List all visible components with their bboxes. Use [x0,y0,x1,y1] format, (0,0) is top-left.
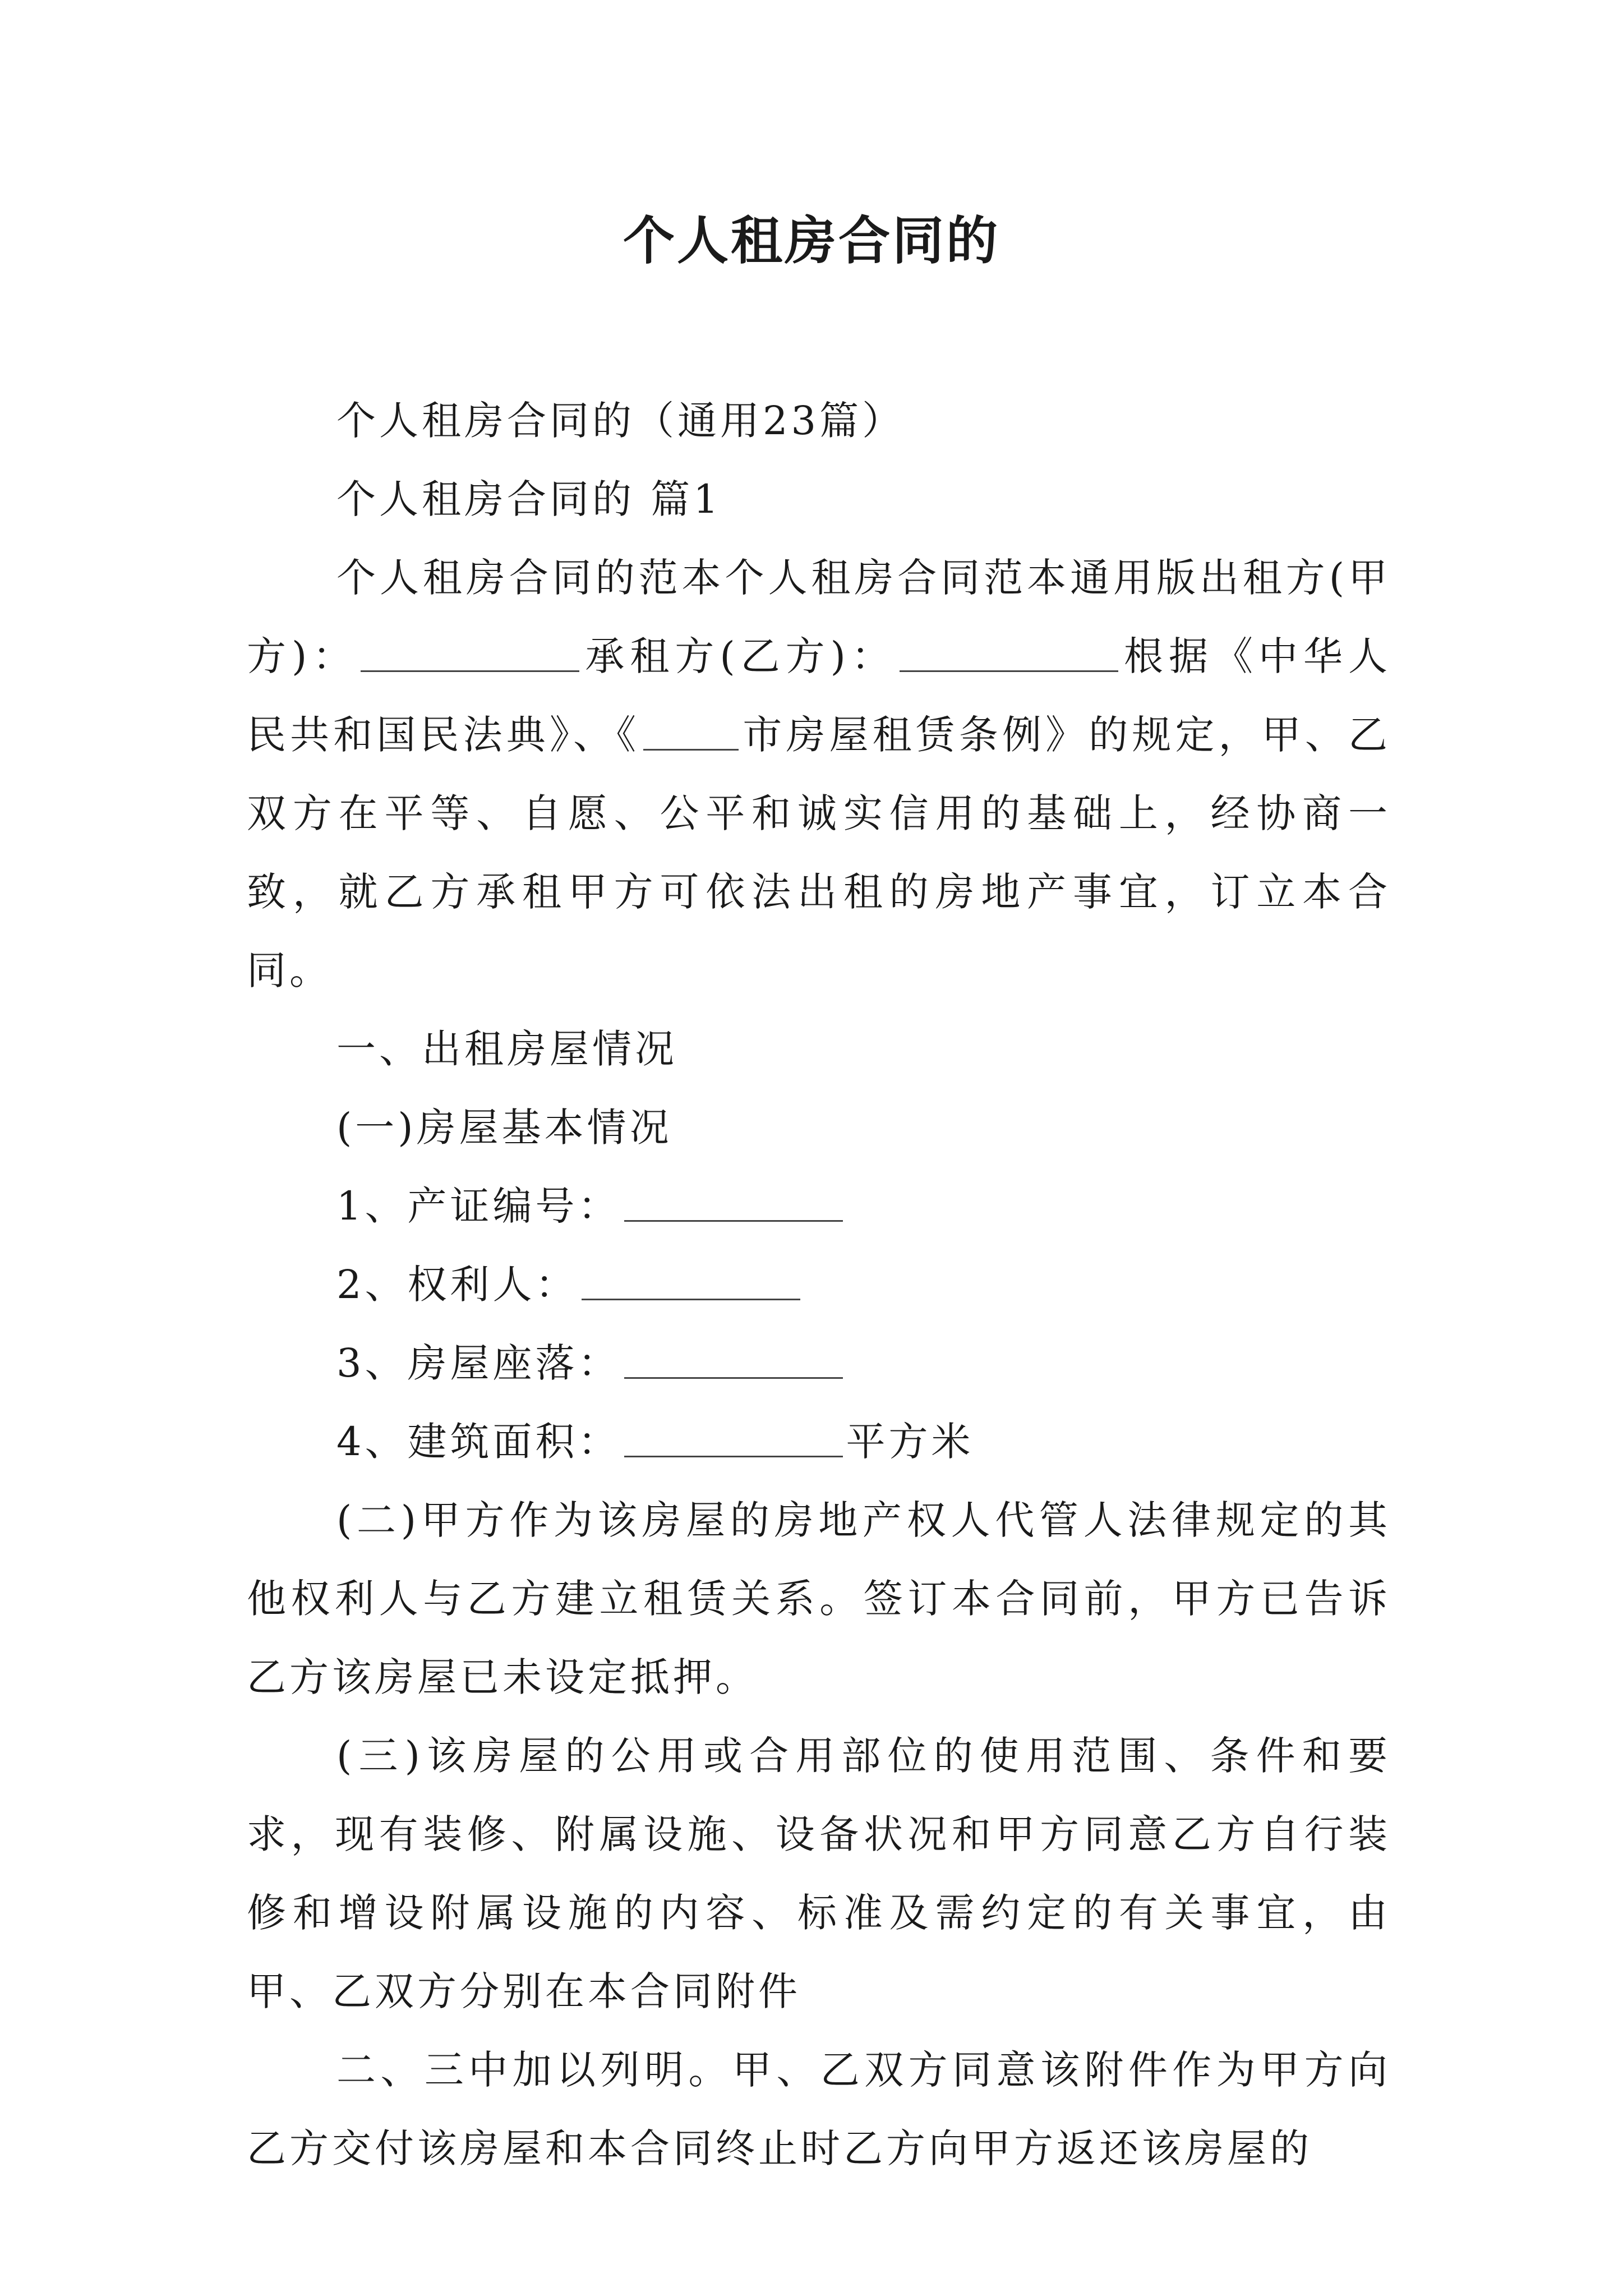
item2-label: 2、权利人： [336,1262,578,1308]
paragraph-four: 二、三中加以列明。甲、乙双方同意该附件作为甲方向乙方交付该房屋和本合同终止时乙方向甲方返还该房屋的 [247,2047,1391,2171]
document-body [247,381,1391,2188]
paragraph-two: (二)甲方作为该房屋的房地产权人代管人法律规定的其他权利人与乙方建立租赁关系。签订本合同前，甲方已告诉乙方该房屋已未设定抵押。 [247,1497,1391,1700]
city-blank [643,710,739,751]
document-title: 个人租房合同的 [623,211,1000,271]
item4-label: 4、建筑面积： [336,1419,621,1465]
intro-text-c: 根据《中华人民共和国民法典》、《 [247,633,1391,758]
item-certificate-number [247,1167,1391,1245]
certificate-number-blank [624,1181,843,1222]
paragraph-three: (三)该房屋的公用或合用部位的使用范围、条件和要求，现有装修、附属设施、设备状况和甲方同意乙方自行装修和增设附属设施的内容、标准及需约定的有关事宜，由甲、乙双方分别在本合同附件 [247,1733,1391,2014]
item4-unit: 平方米 [846,1419,974,1465]
floor-area-blank [624,1416,843,1457]
item1-label: 1、产证编号： [336,1183,621,1229]
right-holder-blank [582,1259,800,1300]
part1-heading: 一、出租房屋情况 [336,1026,677,1072]
section-heading: 个人租房合同的 篇1 [336,476,722,522]
intro-text-b: 承租方(乙方)： [583,633,896,679]
lessor-blank [361,631,579,672]
item-floor-area [247,1402,1391,1481]
intro-text-a: 个人租房合同的范本个人租房合同范本通用版出租方(甲方)： [247,555,1391,679]
lessee-blank [900,631,1118,672]
sub1-heading: (一)房屋基本情况 [336,1105,672,1151]
intro-text-d: 市房屋租赁条例》的规定，甲、乙双方在平等、自愿、公平和诚实信用的基础上，经协商一致，就乙方承租甲方可依法出租的房地产事宜，订立本合同。 [247,712,1391,993]
location-blank [624,1338,843,1379]
subtitle: 个人租房合同的（通用23篇） [336,398,905,444]
item3-label: 3、房屋座落： [336,1340,621,1386]
item-location [247,1324,1391,1402]
item-right-holder [247,1245,1391,1324]
intro-paragraph [247,539,1391,1010]
